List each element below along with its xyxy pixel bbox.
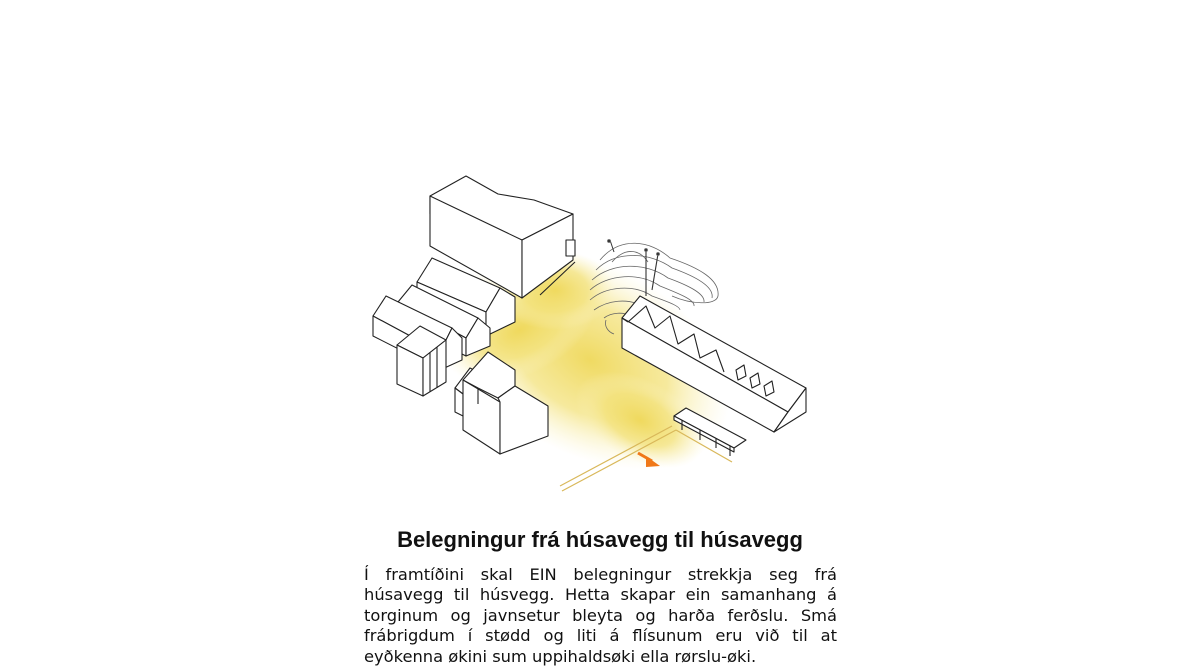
square-axonometric-diagram	[360, 168, 820, 498]
diagram-description: Í framtíðini skal EIN belegningur strekkja seg frá húsavegg til húsvegg. Hetta skapar ein samanhang á torginum og javnsetur bleyta og harða ferðslu. Smá frábrigdum í stødd og liti á flísunum eru við til at eyðkenna økini sum uppihaldsøki ella rørslu-øki.	[364, 565, 837, 666]
diagram-title: Belegningur frá húsavegg til húsavegg	[397, 527, 803, 552]
